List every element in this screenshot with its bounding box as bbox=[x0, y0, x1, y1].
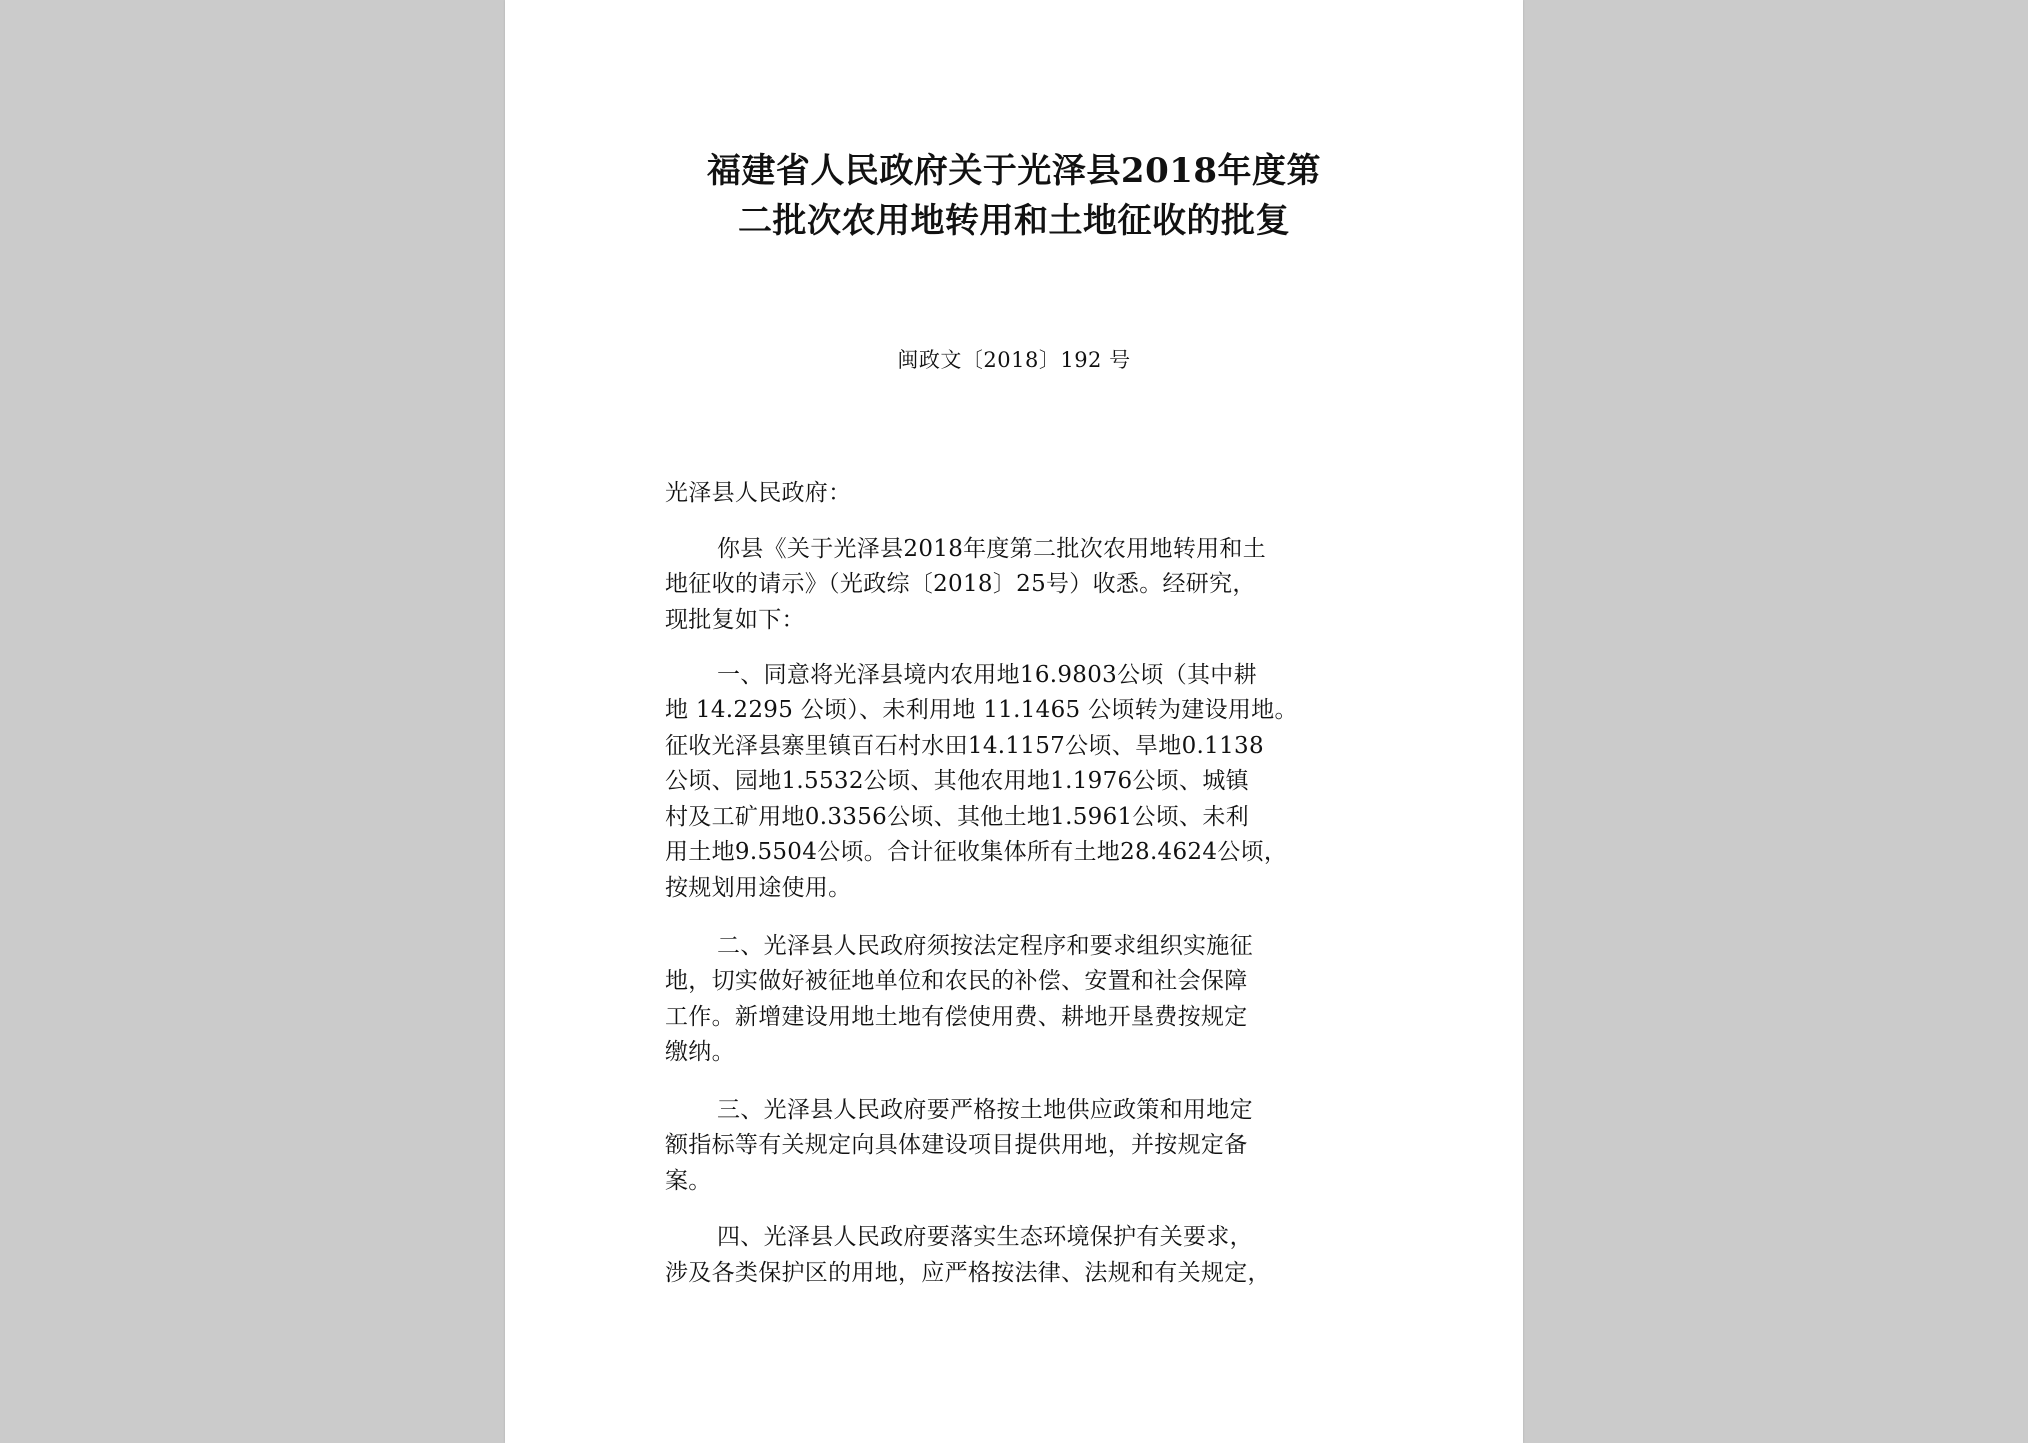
document-title-line-1: 福建省人民政府关于光泽县2018年度第 bbox=[706, 151, 1322, 191]
document-page bbox=[505, 0, 1523, 1443]
addressee: 光泽县人民政府： bbox=[665, 480, 852, 506]
paragraph-line: 用土地9.5504公顷。合计征收集体所有土地28.4624公顷， bbox=[665, 839, 1288, 865]
paragraph-line: 你县《关于光泽县2018年度第二批次农用地转用和土 bbox=[717, 536, 1267, 562]
paragraph-line: 地征收的请示》（光政综〔2018〕25号）收悉。经研究， bbox=[665, 571, 1256, 597]
paragraph-line: 按规划用途使用。 bbox=[665, 875, 852, 901]
paragraph-line: 四、光泽县人民政府要落实生态环境保护有关要求， bbox=[717, 1224, 1253, 1250]
paragraph-line: 涉及各类保护区的用地，应严格按法律、法规和有关规定， bbox=[665, 1260, 1271, 1286]
paragraph-line: 地 14.2295 公顷）、未利用地 11.1465 公顷转为建设用地。 bbox=[665, 697, 1298, 723]
paragraph-line: 一、同意将光泽县境内农用地16.9803公顷（其中耕 bbox=[717, 662, 1257, 688]
paragraph-line: 公顷、园地1.5532公顷、其他农用地1.1976公顷、城镇 bbox=[665, 768, 1249, 794]
paragraph-line: 征收光泽县寨里镇百石村水田14.1157公顷、旱地0.1138 bbox=[665, 733, 1264, 759]
paragraph-line: 三、光泽县人民政府要严格按土地供应政策和用地定 bbox=[717, 1097, 1253, 1123]
paragraph-line: 案。 bbox=[665, 1168, 712, 1194]
paragraph-line: 额指标等有关规定向具体建设项目提供用地，并按规定备 bbox=[665, 1132, 1248, 1158]
paragraph-line: 地，切实做好被征地单位和农民的补偿、安置和社会保障 bbox=[665, 968, 1248, 994]
paragraph-line: 二、光泽县人民政府须按法定程序和要求组织实施征 bbox=[717, 933, 1253, 959]
paragraph-line: 工作。新增建设用地土地有偿使用费、耕地开垦费按规定 bbox=[665, 1004, 1248, 1030]
document-title-line-2: 二批次农用地转用和土地征收的批复 bbox=[738, 201, 1290, 241]
document-number: 闽政文〔2018〕192 号 bbox=[897, 348, 1131, 372]
paragraph-line: 现批复如下： bbox=[665, 607, 805, 633]
paragraph-line: 村及工矿用地0.3356公顷、其他土地1.5961公顷、未利 bbox=[665, 804, 1249, 830]
paragraph-line: 缴纳。 bbox=[665, 1039, 735, 1065]
